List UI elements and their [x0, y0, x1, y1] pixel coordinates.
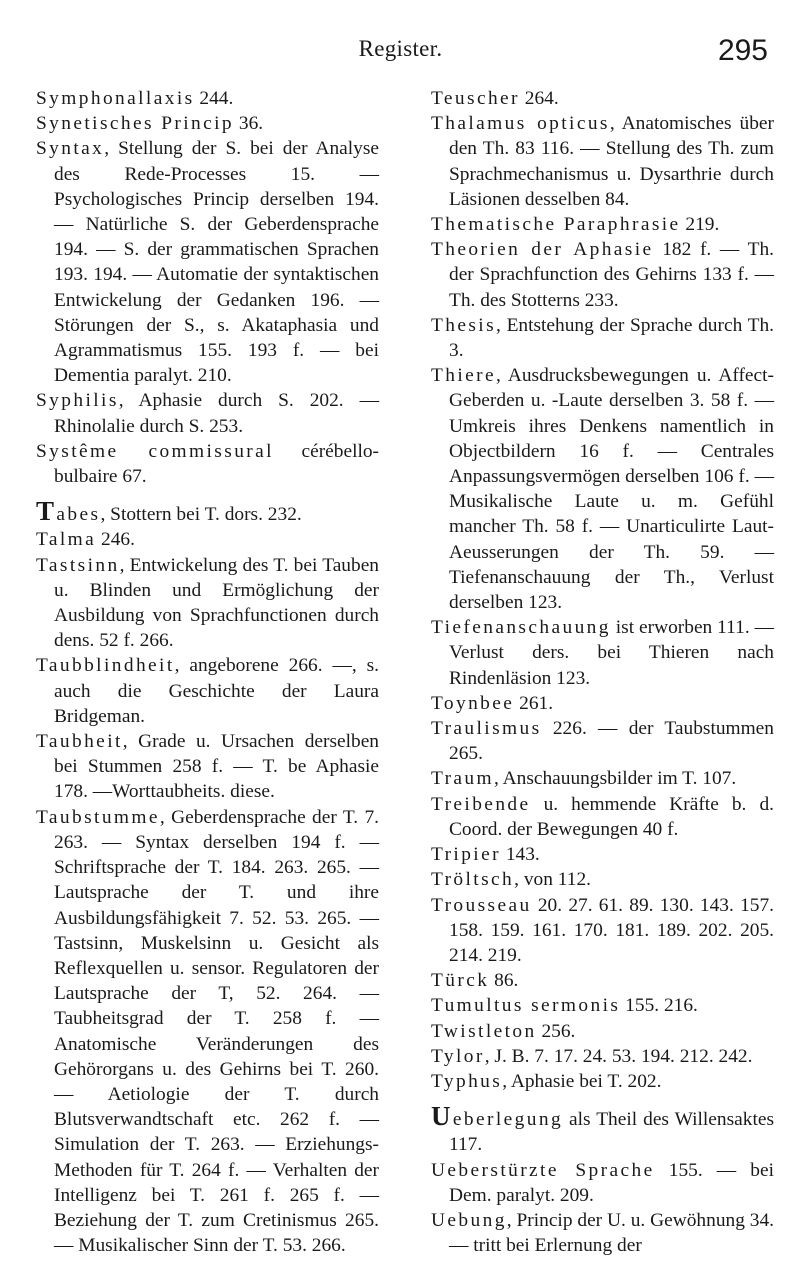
- index-entry-references: 261.: [514, 692, 554, 714]
- index-entry-references: , Ausdrucksbewegungen u. Affect-Geberden u. -Laute derselben 3. 58 f. — Umkreis ihres Denkens namentlich in Objectbildern 16 f. — Centrales Anpassungsvermögen derselben 106 f. — Musikalische Laute u. m. Gefühl mancher Th. 58 f. — Unarticulirte Laut-Aeusserungen der Th. 59. — Tiefenanschauung der Th., Verlust derselben 123.: [449, 365, 774, 614]
- index-entry-references: , Princip der U. u. Gewöhnung 34. — tritt bei Erlernung der: [449, 1209, 774, 1257]
- index-entry-heading: Traum: [431, 768, 495, 790]
- index-entry-heading: Talma: [36, 529, 97, 551]
- index-entry: [431, 968, 774, 993]
- index-entry-references: 86.: [489, 970, 519, 992]
- index-entry: [431, 111, 774, 212]
- index-entry-heading: Tastsinn: [36, 554, 120, 576]
- index-entry: [36, 805, 379, 1259]
- index-entry-heading: Taubblindheit: [36, 655, 175, 677]
- index-entry: [431, 1101, 774, 1157]
- index-entry: [36, 496, 379, 527]
- index-entry: [36, 111, 379, 136]
- index-entry-heading: Taubstumme: [36, 806, 160, 828]
- index-entry-heading: Uebung: [431, 1209, 507, 1231]
- index-entry-heading: Typhus: [431, 1070, 503, 1092]
- index-entry-references: 246.: [96, 529, 135, 551]
- index-entry: [431, 1044, 774, 1069]
- section-initial: T: [36, 496, 57, 527]
- index-entry-heading: Symphonallaxis: [36, 88, 195, 109]
- index-entry-heading: Tylor: [431, 1045, 485, 1067]
- index-entry: [36, 86, 379, 111]
- index-entry: [36, 553, 379, 654]
- page-header: [0, 36, 801, 70]
- index-entry-heading: Ueberlegung: [431, 1101, 564, 1132]
- index-entry-references: 244.: [194, 88, 234, 109]
- index-entry: [36, 136, 379, 388]
- index-entry-heading: Tabes: [36, 496, 101, 527]
- index-entry-heading: Tripier: [431, 844, 501, 866]
- index-entry: [431, 1019, 774, 1044]
- index-entry-heading: Synetisches Princip: [36, 113, 235, 135]
- index-entry-heading: Traulismus: [431, 718, 542, 740]
- index-entry-references: als Theil des Willensaktes 117.: [449, 1109, 774, 1156]
- index-entry-references: 155. — bei Dem. paralyt. 209.: [449, 1159, 774, 1206]
- index-entry-references: , Anschauungsbilder im T. 107.: [494, 768, 737, 790]
- running-title: Register.: [358, 36, 443, 61]
- index-entry-references: , Entwickelung des T. bei Tauben u. Blinden und Ermöglichung der Ausbildung von Sprachfunctionen durch dens. 52 f. 266.: [54, 554, 379, 652]
- index-entry: [36, 653, 379, 729]
- index-entry: [431, 867, 774, 892]
- index-entry: [431, 993, 774, 1018]
- index-entry-references: 143.: [500, 844, 540, 866]
- index-entry: [431, 237, 774, 313]
- index-entry: [431, 313, 774, 363]
- index-entry-heading: Systême commissural: [36, 440, 274, 462]
- index-entry-heading: Toynbee: [431, 692, 515, 714]
- index-entry-references: 182 f. — Th. der Sprachfunction des Gehirns 133 f. — Th. des Stotterns 233.: [449, 239, 774, 311]
- index-entry-heading: Syphilis: [36, 390, 119, 412]
- index-entry-references: , Stottern bei T. dors. 232.: [100, 504, 302, 526]
- index-entry: [36, 729, 379, 805]
- index-entry-references: , von 112.: [514, 869, 591, 891]
- index-entry-references: u. hemmende Kräfte b. d. Coord. der Bewegungen 40 f.: [449, 793, 774, 840]
- index-entry: [36, 527, 379, 552]
- index-entry-references: , Aphasie durch S. 202. — Rhinolalie durch S. 253.: [54, 390, 379, 437]
- index-column-left: [36, 86, 379, 1258]
- index-entry: [431, 716, 774, 766]
- index-entry: [431, 792, 774, 842]
- index-entry: [431, 893, 774, 969]
- index-entry-references: , J. B. 7. 17. 24. 53. 194. 212. 242.: [484, 1045, 753, 1067]
- index-entry-references: ist erworben 111. — Verlust ders. bei Thieren nach Rindenläsion 123.: [449, 617, 774, 689]
- index-entry-heading: Thalamus opticus: [431, 113, 610, 135]
- index-entry-references: 36.: [234, 113, 264, 135]
- index-entry-heading: Thematische Paraphrasie: [431, 214, 681, 236]
- index-entry-references: , Geberdensprache der T. 7. 263. — Syntax derselben 194 f. — Schriftsprache der T. 184. 263. 265. — Lautsprache der T. und ihre Ausbildungsfähigkeit 7. 52. 53. 265. — Tastsinn, Muskelsinn u. Gesicht als Reflexquellen u. sensor. Regulatoren der Lautsprache der T, 52. 264. — Taubheitsgrad der T. 258 f. — Anatomische Veränderungen des Gehörorgans u. des Gehirns bei T. 260. — Aetiologie der T. durch Blutsverwandtschaft etc. 262 f. — Simulation der T. 263. — Erziehungs-Methoden für T. 264 f. — Verhalten der Intelligenz bei T. 261 f. 265 f. — Beziehung der T. zum Cretinismus 265. — Musikalischer Sinn der T. 53. 266.: [54, 806, 379, 1257]
- index-entry-heading: Syntax: [36, 138, 105, 160]
- index-entry: [431, 363, 774, 615]
- index-entry-heading: Thesis: [431, 314, 497, 336]
- index-entry: [36, 388, 379, 438]
- index-entry-heading: Theorien der Aphasie: [431, 239, 654, 261]
- index-entry: [431, 1208, 774, 1258]
- index-entry-references: , Aphasie bei T. 202.: [502, 1070, 662, 1092]
- index-entry-heading: Tiefenanschauung: [431, 617, 611, 639]
- index-entry-references: 226. — der Taubstummen 265.: [449, 718, 774, 765]
- index-entry-heading: Treibende: [431, 793, 531, 815]
- index-entry-references: 264.: [519, 88, 559, 109]
- index-entry: [431, 766, 774, 791]
- index-entry: [431, 1158, 774, 1208]
- index-entry-heading: Taubheit: [36, 731, 123, 753]
- index-entry-references: cérébello-bulbaire 67.: [54, 440, 380, 488]
- index-entry-heading: Tumultus sermonis: [431, 995, 621, 1017]
- index-entry: [431, 212, 774, 237]
- index-entry-references: , Entstehung der Sprache durch Th. 3.: [449, 314, 774, 362]
- index-entry-heading: Ueberstürzte Sprache: [431, 1159, 655, 1181]
- index-entry: [431, 1069, 774, 1094]
- index-entry: [431, 86, 774, 111]
- index-entry-references: , Stellung der S. bei der Analyse des Rede-Processes 15. — Psychologisches Princip derselben 194. — Natürliche S. der Geberdensprache 194. — S. der grammatischen Sprachen 193. 194. — Automatie der syntaktischen Entwickelung der Gedanken 196. — Störungen der S., s. Akataphasia und Agrammatismus 155. 193 f. — bei Dementia paralyt. 210.: [54, 138, 379, 387]
- index-entry-heading: Tröltsch: [431, 869, 515, 891]
- index-entry: [431, 615, 774, 691]
- page-number: 295: [717, 34, 768, 67]
- index-entry-heading: Thiere: [431, 365, 496, 387]
- index-column-right: [431, 86, 774, 1258]
- index-entry-heading: Teuscher: [431, 88, 520, 109]
- index-entry-references: , Anatomisches über den Th. 83 116. — Stellung des Th. zum Sprachmechanismus u. Dysarthrie durch Läsionen desselben 84.: [449, 113, 774, 210]
- index-entry-references: 155. 216.: [620, 995, 698, 1017]
- index-entry-references: , angeborene 266. —, s. auch die Geschichte der Laura Bridgeman.: [54, 655, 379, 727]
- index-entry-references: 219.: [680, 214, 720, 236]
- index-entry-references: 256.: [536, 1020, 576, 1042]
- index-entry-heading: Trousseau: [431, 894, 532, 916]
- index-entry-heading: Türck: [431, 970, 490, 992]
- index-entry: [431, 691, 774, 716]
- index-entry: [36, 439, 379, 489]
- section-initial: U: [431, 1101, 453, 1132]
- index-entry-references: 20. 27. 61. 89. 130. 143. 157. 158. 159. 161. 170. 181. 189. 202. 205. 214. 219.: [449, 894, 774, 966]
- index-entry: [431, 842, 774, 867]
- index-entry-heading: Twistleton: [431, 1020, 537, 1042]
- index-entry-references: , Grade u. Ursachen derselben bei Stummen 258 f. — T. be Aphasie 178. —Worttaubheits. diese.: [54, 731, 379, 803]
